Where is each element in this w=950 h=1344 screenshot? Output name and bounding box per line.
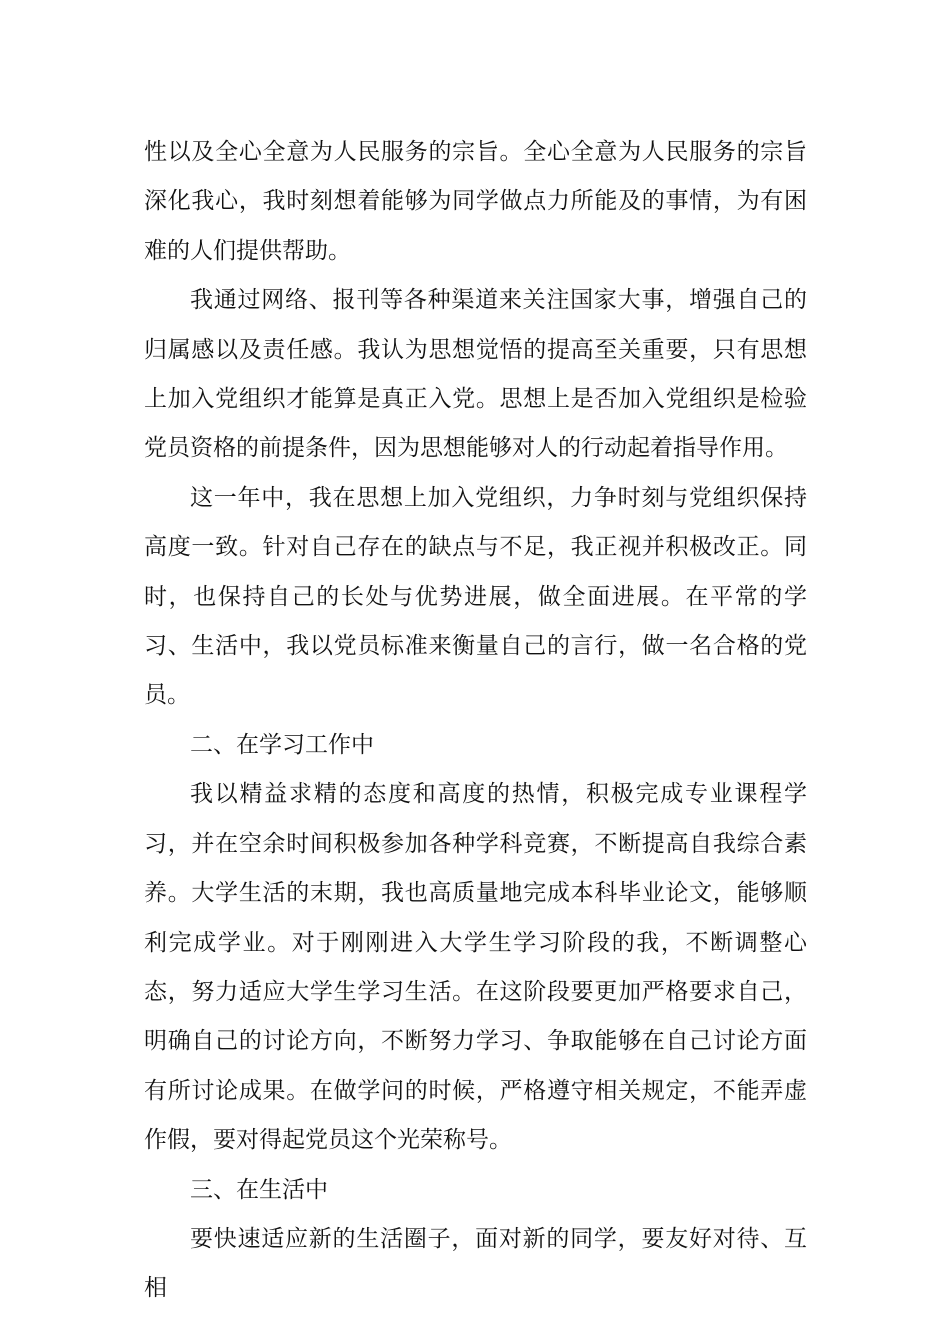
paragraph-study: 我以精益求精的态度和高度的热情，积极完成专业课程学习，并在空余时间积极参加各种学科竞赛，不断提高自我综合素养。大学生活的末期，我也高质量地完成本科毕业论文，能够顺利完成学业。对于刚刚进入大学生学习阶段的我，不断调整心态，努力适应大学生学习生活。在这阶段要更加严格要求自己，明确自己的讨论方向，不断努力学习、争取能够在自己讨论方面有所讨论成果。在做学问的时候，严格遵守相关规定，不能弄虚作假，要对得起党员这个光荣称号。 — [144, 781, 807, 1154]
paragraph-news-awareness: 我通过网络、报刊等各种渠道来关注国家大事，增强自己的归属感以及责任感。我认为思想觉悟的提高至关重要，只有思想上加入党组织才能算是真正入党。思想上是否加入党组织是检验党员资格的前提条件，因为思想能够对人的行动起着指导作用。 — [144, 287, 807, 462]
document-body — [144, 128, 807, 1314]
section-heading-study-work: 二、在学习工作中 — [190, 731, 374, 758]
paragraph-continuation: 性以及全心全意为人民服务的宗旨。全心全意为人民服务的宗旨深化我心，我时刻想着能够为同学做点力所能及的事情，为有困难的人们提供帮助。 — [144, 139, 807, 264]
paragraph-life: 要快速适应新的生活圈子，面对新的同学，要友好对待、互相 — [144, 1225, 807, 1302]
section-heading-life: 三、在生活中 — [190, 1176, 328, 1203]
paragraph-this-year: 这一年中，我在思想上加入党组织，力争时刻与党组织保持高度一致。针对自己存在的缺点与不足，我正视并积极改正。同时，也保持自己的长处与优势进展，做全面进展。在平常的学习、生活中，我以党员标准来衡量自己的言行，做一名合格的党员。 — [144, 484, 807, 709]
